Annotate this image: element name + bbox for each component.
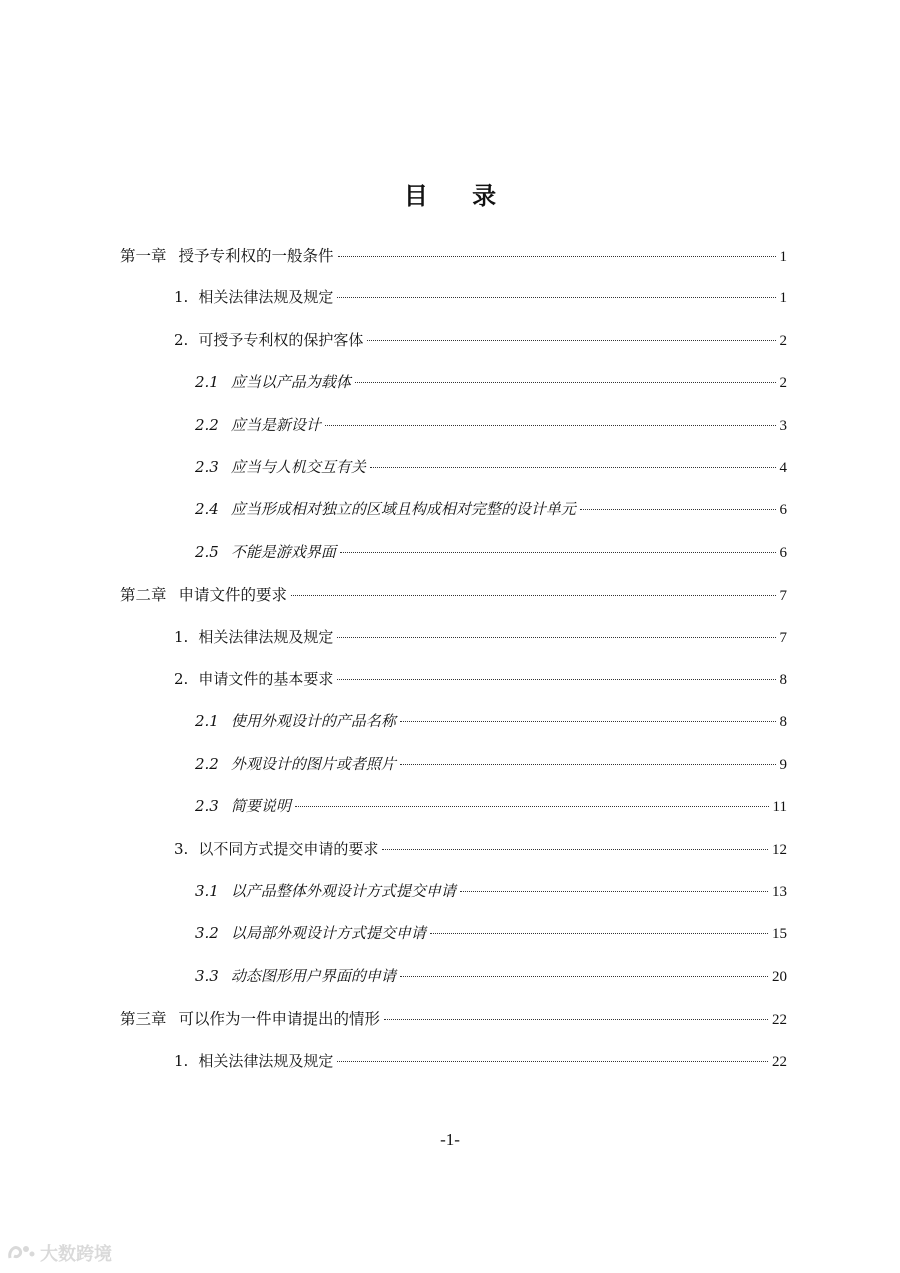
toc-entry[interactable] <box>174 838 787 862</box>
dot-leader <box>400 720 776 722</box>
toc-entry[interactable] <box>195 414 787 438</box>
toc-entry[interactable] <box>195 965 787 989</box>
toc-entry-number: 2.1 <box>195 373 219 392</box>
toc-entry-page: 2 <box>779 375 787 392</box>
dot-leader <box>400 975 768 977</box>
toc-entry-page: 20 <box>772 968 787 985</box>
toc-entry-title: 动态图形用户界面的申请 <box>230 966 396 985</box>
watermark-text: 大数跨境 <box>40 1244 112 1265</box>
toc-entry-title: 应当以产品为载体 <box>230 373 351 392</box>
dot-leader <box>291 594 775 596</box>
toc-entry-number: 2.3 <box>195 797 219 816</box>
toc-entry[interactable] <box>174 1050 787 1074</box>
toc-entry-number: 2.2 <box>195 415 219 434</box>
toc-entry-page: 8 <box>779 714 787 731</box>
toc-entry-number: 2. <box>174 330 189 349</box>
toc-entry-page: 8 <box>779 672 787 688</box>
toc-entry-title: 申请文件的要求 <box>178 586 288 605</box>
dot-leader <box>430 932 768 934</box>
toc-entry-page: 1 <box>779 290 787 307</box>
toc-entry-title: 应当是新设计 <box>230 415 321 434</box>
toc-entry-page: 11 <box>772 799 787 816</box>
toc-entry-title: 以产品整体外观设计方式提交申请 <box>230 882 456 900</box>
toc-entry-title: 申请文件的基本要求 <box>198 670 334 688</box>
toc-entry-title: 相关法律法规及规定 <box>198 1051 334 1070</box>
dot-leader <box>295 805 769 807</box>
dot-leader <box>338 255 776 257</box>
toc-entry-page: 13 <box>772 884 787 900</box>
toc-entry[interactable] <box>174 286 787 310</box>
toc-entry-page: 7 <box>779 588 787 605</box>
dot-leader <box>337 296 775 298</box>
toc-entry-number: 2.1 <box>195 712 219 731</box>
toc-entry-number: 3. <box>174 839 189 858</box>
toc-entry[interactable] <box>174 329 787 353</box>
toc-entry-number: 2. <box>174 670 189 688</box>
toc-entry-number: 2.5 <box>195 542 219 561</box>
toc-entry-title: 外观设计的图片或者照片 <box>230 754 396 773</box>
toc-entry-number: 3.3 <box>195 966 219 985</box>
toc-entry-number: 3.2 <box>195 924 219 943</box>
dot-leader <box>580 508 776 510</box>
toc-entry-title: 相关法律法规及规定 <box>198 288 334 307</box>
dot-leader <box>337 678 775 680</box>
toc-entry-title: 相关法律法规及规定 <box>198 627 334 646</box>
toc-entry-title: 可授予专利权的保护客体 <box>198 330 364 349</box>
toc-entry[interactable] <box>174 668 787 692</box>
toc-entry[interactable] <box>195 371 787 395</box>
dot-leader <box>367 339 775 341</box>
toc-entry-number: 第三章 <box>120 1010 167 1029</box>
toc-entry-number: 2.2 <box>195 754 219 773</box>
toc-entry-number: 3.1 <box>195 882 219 900</box>
toc-entry-page: 6 <box>779 544 787 561</box>
dot-leader <box>384 1018 768 1020</box>
toc-entry-page: 6 <box>779 502 787 519</box>
dot-leader <box>382 848 768 850</box>
page-title: 目 录 <box>403 182 515 210</box>
toc-entry-page: 3 <box>779 417 787 434</box>
toc-entry-number: 第一章 <box>120 247 167 265</box>
dot-leader <box>337 1060 768 1062</box>
toc-entry-page: 2 <box>779 332 787 349</box>
toc-entry-title: 简要说明 <box>230 797 291 816</box>
toc-entry-number: 1. <box>174 1051 189 1070</box>
toc-entry[interactable] <box>195 710 787 734</box>
toc-entry-page: 15 <box>772 926 787 943</box>
toc-entry-number: 1. <box>174 627 189 646</box>
toc-entry-number: 2.3 <box>195 458 219 476</box>
toc-entry-title: 应当形成相对独立的区域且构成相对完整的设计单元 <box>230 500 576 519</box>
dot-leader <box>325 424 776 426</box>
toc-entry-title: 应当与人机交互有关 <box>230 458 366 476</box>
toc-entry[interactable] <box>174 626 787 650</box>
toc-entry-page: 22 <box>772 1012 787 1029</box>
dot-leader <box>340 551 776 553</box>
toc-entry-title: 以局部外观设计方式提交申请 <box>230 924 426 943</box>
page-number-footer: -1- <box>440 1130 460 1149</box>
dot-leader <box>355 381 776 383</box>
toc-entry-page: 9 <box>779 756 787 773</box>
toc-entry[interactable] <box>120 583 787 607</box>
toc-entry[interactable] <box>120 1007 787 1031</box>
watermark-logo-icon <box>6 1242 36 1264</box>
toc-entry[interactable] <box>195 880 787 904</box>
toc-entry-page: 4 <box>779 460 787 476</box>
toc-entry-page: 7 <box>779 629 787 646</box>
toc-entry-number: 第二章 <box>120 586 167 605</box>
toc-entry[interactable] <box>195 753 787 777</box>
toc-entry[interactable] <box>195 795 787 819</box>
toc-entry-number: 1. <box>174 288 189 307</box>
dot-leader <box>370 466 776 468</box>
toc-entry[interactable] <box>195 498 787 522</box>
dot-leader <box>400 763 776 765</box>
toc-entry[interactable] <box>195 456 787 480</box>
watermark <box>6 1240 112 1266</box>
dot-leader <box>460 890 768 892</box>
toc-entry-page: 12 <box>772 841 787 858</box>
toc-entry-title: 以不同方式提交申请的要求 <box>198 839 379 858</box>
toc-entry-title: 可以作为一件申请提出的情形 <box>178 1010 381 1029</box>
toc-entry[interactable] <box>120 244 787 268</box>
toc-entry[interactable] <box>195 922 787 946</box>
dot-leader <box>337 636 775 638</box>
toc-entry-title: 不能是游戏界面 <box>230 542 336 561</box>
toc-entry-title: 授予专利权的一般条件 <box>178 247 334 265</box>
toc-entry-page: 22 <box>772 1053 787 1070</box>
toc-entry-title: 使用外观设计的产品名称 <box>230 712 396 731</box>
toc-entry[interactable] <box>195 541 787 565</box>
toc-entry-page: 1 <box>779 249 787 265</box>
toc-entry-number: 2.4 <box>195 500 219 519</box>
